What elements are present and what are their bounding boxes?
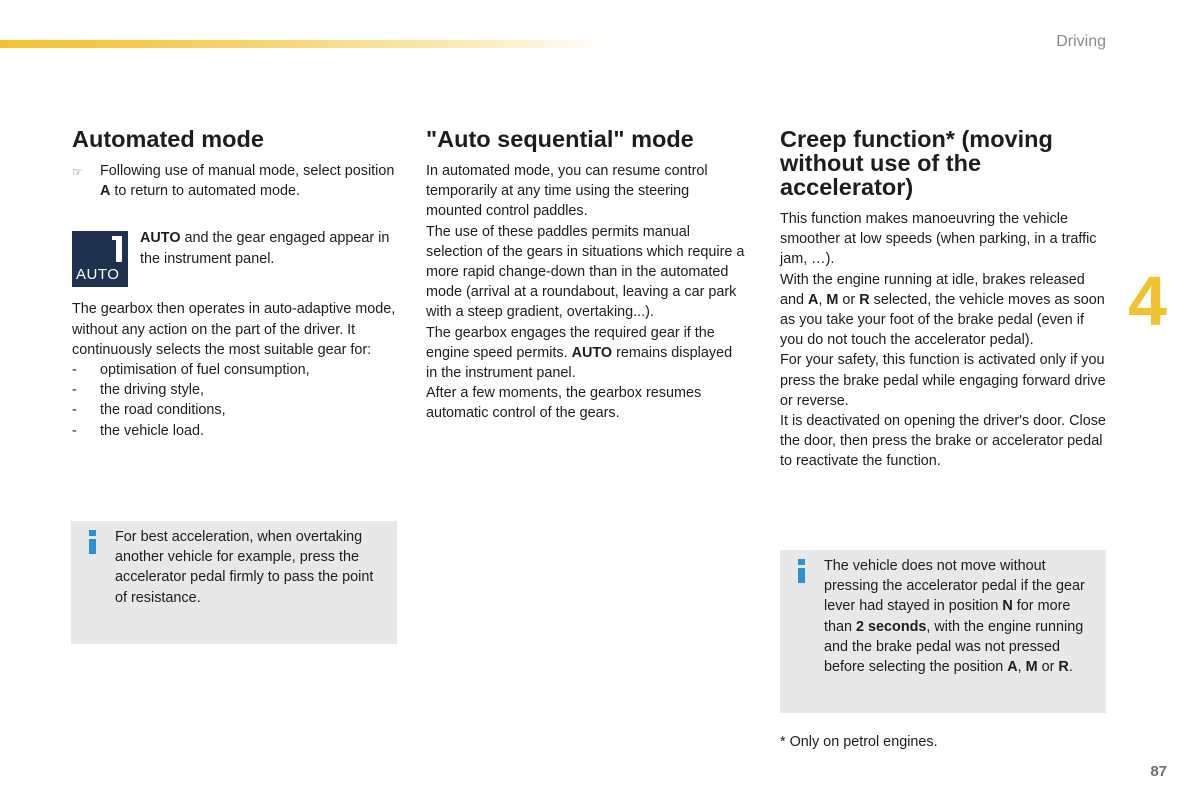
paragraph: The gearbox engages the required gear if the engine speed permits. AUTO remains displayed in the instrument panel.: [426, 324, 733, 382]
acceleration-info-box: [71, 521, 397, 644]
automated-mode-column: [72, 127, 397, 441]
creep-function-heading: Creep function* (moving without use of the accelerator): [780, 126, 1053, 200]
instruction-text: Following use of manual mode, select position A to return to automated mode.: [100, 163, 395, 200]
paragraph: With the engine running at idle, brakes released and A, M or R selected, the vehicle moves as soon as you take your foot of the brake pedal (even if you do not touch the accelerator pedal).: [780, 271, 1105, 349]
auto-sequential-heading: "Auto sequential" mode: [426, 126, 694, 152]
gearbox-description: The gearbox then operates in auto-adaptive mode, without any action on the part of the driver. It continuously selects the most suitable gear for:: [72, 301, 396, 358]
list-item: - optimisation of fuel consumption,: [72, 362, 310, 379]
info-text: The vehicle does not move without pressing the accelerator pedal if the gear lever had stayed in position N for more than 2 seconds, with the engine running and the brake pedal was not pressed before selecting the position A, M or R.: [824, 558, 1085, 676]
creep-function-column: [780, 127, 1106, 472]
hand-pointer-icon: ☞: [72, 165, 83, 179]
info-icon: [87, 530, 97, 554]
list-item: - the vehicle load.: [72, 422, 205, 439]
automated-mode-heading: Automated mode: [72, 126, 264, 152]
paragraph: In automated mode, you can resume control temporarily at any time using the steering mounted control paddles.: [426, 163, 708, 220]
auto-gear-indicator-icon: [72, 231, 128, 287]
chapter-number: 4: [1128, 262, 1167, 340]
header-accent-bar: [0, 40, 610, 48]
auto-badge-label: AUTO: [76, 266, 120, 284]
paragraph: The use of these paddles permits manual selection of the gears in situations which require a more rapid change-down than in the automated mode (arrival at a roundabout, leaving a car park with a steep gradient, overtaking...).: [426, 223, 745, 321]
paragraph: For your safety, this function is activated only if you press the brake pedal while engaging forward drive or reverse.: [780, 352, 1106, 409]
info-icon: [796, 559, 806, 583]
section-title: Driving: [1056, 33, 1106, 50]
auto-sequential-column: [426, 127, 746, 424]
creep-info-box: [780, 550, 1106, 713]
auto-indicator-block: [72, 228, 397, 287]
paragraph: This function makes manoeuvring the vehicle smoother at low speeds (when parking, in a traffic jam, …).: [780, 211, 1097, 268]
instruction-bullet: [72, 161, 397, 201]
auto-indicator-text: AUTO and the gear engaged appear in the instrument panel.: [140, 230, 390, 267]
list-item: - the road conditions,: [72, 402, 226, 419]
paragraph: After a few moments, the gearbox resumes automatic control of the gears.: [426, 385, 702, 422]
page-number: 87: [1150, 763, 1167, 780]
paragraph: It is deactivated on opening the driver's door. Close the door, then press the brake or accelerator pedal to reactivate the function.: [780, 413, 1106, 470]
info-text: For best acceleration, when overtaking another vehicle for example, press the accelerator pedal firmly to pass the point of resistance.: [115, 529, 374, 606]
list-item: - the driving style,: [72, 382, 204, 399]
gear-selection-factors: [72, 360, 397, 441]
footnote: * Only on petrol engines.: [780, 734, 938, 750]
